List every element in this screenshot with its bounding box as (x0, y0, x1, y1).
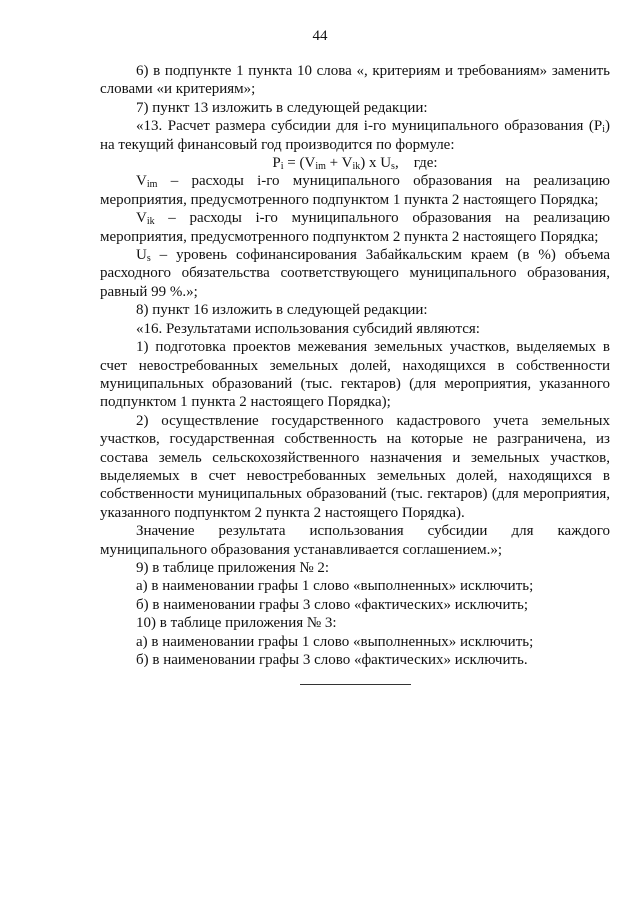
var-sub-ik: ik (146, 216, 155, 228)
paragraph-item-6: 6) в подпункте 1 пункта 10 слова «, критериям и требованиям» заменить словами «и критериям»; (100, 63, 610, 98)
definition-vik-text: – расходы i-го муниципального образования на реализацию мероприятия, предусмотренного подпунктом 2 пункта 2 настоящего Порядка; (100, 210, 610, 245)
formula-sub-ik: ik (352, 161, 361, 173)
definition-vim (100, 172, 610, 209)
definition-us (100, 246, 610, 301)
var-v-ik: V (136, 210, 147, 227)
formula-sub-i: i (280, 161, 284, 173)
end-separator-line (300, 684, 411, 685)
var-sub-im: im (146, 179, 158, 191)
formula-eq: = (V (283, 155, 316, 172)
result-item-1: 1) подготовка проектов межевания земельных участков, выделяемых в счет невостребованных земельных долей, находящихся в собственности муниципальных образований (тыс. гектаров) (для мероприятия, указанного подпунктом 1 пункта 2 настоящего Порядка); (100, 339, 610, 411)
document-body (100, 62, 610, 669)
paragraph-16-intro: «16. Результатами использования субсидий являются: (136, 320, 480, 337)
definition-vik (100, 209, 610, 246)
paragraph-item-10a: а) в наименовании графы 1 слово «выполненных» исключить; (136, 633, 534, 650)
formula-sub-im: im (315, 161, 326, 173)
paragraph-item-9b: б) в наименовании графы 3 слово «фактических» исключить; (136, 596, 529, 613)
formula-p: P (272, 155, 281, 172)
paragraph-item-9a: а) в наименовании графы 1 слово «выполненных» исключить; (136, 578, 534, 595)
formula-gap (399, 155, 414, 171)
paragraph-13-rest: ) на текущий финансовый год производится по формуле: (100, 118, 610, 153)
paragraph-item-8: 8) пункт 16 изложить в следующей редакции: (136, 302, 428, 319)
formula-mult: ) x U (360, 155, 392, 172)
definition-vim-text: – расходы i-го муниципального образования на реализацию мероприятия, предусмотренного подпунктом 1 пункта 2 настоящего Порядка; (100, 173, 610, 208)
subscript-i: i (602, 124, 605, 136)
result-item-2: 2) осуществление государственного кадастрового учета земельных участков, государственная собственность на которые не разграничена, из состава земель сельскохозяйственного назначения и земельных участков, выделяемых в счет невостребованных земельных долей, находящихся в собственности муниципальных образований (тыс. гектаров) (для мероприятия, указанного подпунктом 2 пункта 2 настоящего Порядка). (100, 412, 610, 521)
formula (100, 154, 610, 172)
var-v-im: V (136, 173, 147, 190)
formula-comma: , (394, 155, 399, 172)
formula-plus: + V (325, 155, 353, 172)
paragraph-13-intro (100, 117, 610, 154)
paragraph-13-text: «13. Расчет размера субсидии для i-го муниципального образования (P (136, 118, 603, 135)
formula-where: где: (413, 155, 438, 172)
definition-us-text: – уровень софинансирования Забайкальским краем (в %) объема расходного обязательства соответствующего муниципального образования, равный 99 %.»; (100, 247, 610, 300)
result-value-paragraph: Значение результата использования субсидии для каждого муниципального образования устанавливается соглашением.»; (100, 523, 610, 558)
var-sub-s: s (146, 253, 151, 265)
page-number: 44 (312, 28, 328, 44)
paragraph-item-7: 7) пункт 13 изложить в следующей редакции: (136, 99, 428, 116)
formula-sub-s: s (391, 161, 395, 173)
var-u-s: U (136, 247, 147, 264)
paragraph-item-10b: б) в наименовании графы 3 слово «фактических» исключить. (136, 652, 528, 668)
paragraph-item-9: 9) в таблице приложения № 2: (136, 559, 330, 576)
paragraph-item-10: 10) в таблице приложения № 3: (136, 615, 337, 632)
